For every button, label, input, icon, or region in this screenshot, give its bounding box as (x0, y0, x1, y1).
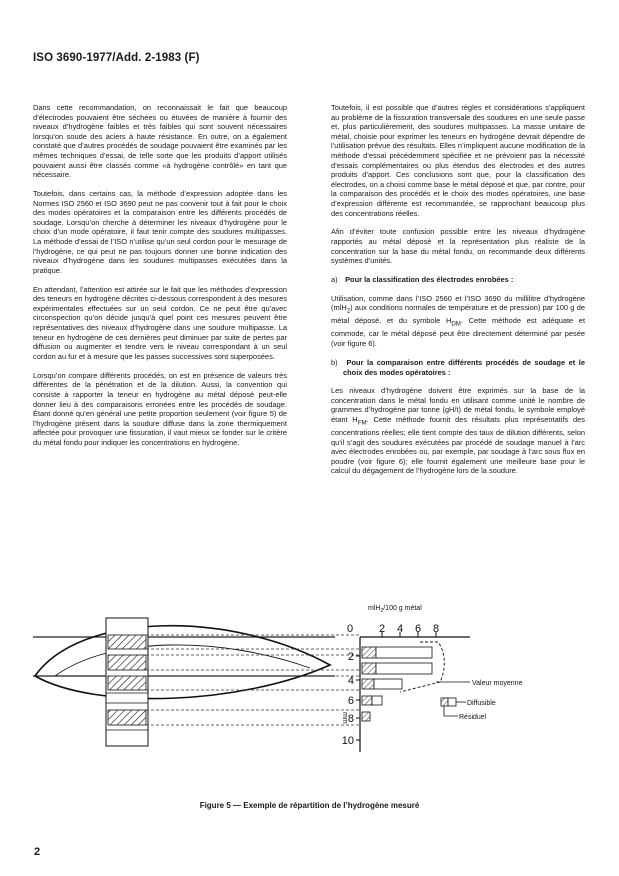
x-tick-6: 6 (414, 623, 422, 635)
bar-residual-2 (362, 663, 376, 674)
left-paragraph-4: Lorsqu’on compare différents procédés, on est en présence de valeurs très différentes de la pénétration et de la dilution. Aussi, la convention qui consiste à rapporter la teneur en hydrogène au métal déposé peut-elle donner lieu à des comparaisons erronées entre les procédés de soudage. Étant donné qu’en général une petite proportion seulement (voir figure 5) de l’hydrogène présent dans la soudure diffuse dans la zone thermiquement affectée pour provoquer une fissuration, il vaut mieux se fonder sur le critère du métal fondu pour indiquer les concentrations en hydrogène. (33, 370, 287, 447)
figure-caption: Figure 5 — Exemple de répartition de l’hydrogène mesuré (199, 801, 420, 810)
page-number: 2 (34, 846, 41, 858)
section-slice-3 (108, 676, 146, 690)
x-tick-2: 2 (378, 623, 386, 635)
y-axis-unit: mm (341, 712, 348, 724)
section-slice-1 (108, 635, 146, 649)
x-axis-unit: mlH$_2$/100 g métal (368, 605, 422, 614)
y-tick-labels (342, 651, 354, 747)
weld-bead-inner (55, 645, 310, 676)
section-b-number: b) (331, 357, 338, 367)
x-tick-0: 0 (346, 623, 354, 635)
y-tick-2: 2 (347, 651, 354, 663)
y-tick-8: 8 (347, 713, 354, 725)
x-tick-8: 8 (432, 623, 440, 635)
bar-residual-3 (362, 679, 374, 689)
legend-diffusible-label: Diffusible (467, 700, 496, 707)
distribution-bars (362, 647, 432, 721)
section-b-title: Pour la comparaison entre différents procédés de soudage et le choix des modes opératoires : (343, 357, 585, 377)
bar-residual-5 (362, 712, 370, 721)
section-slice-2 (108, 655, 146, 670)
left-paragraph-3: En attendant, l’attention est attirée sur le fait que les méthodes d’expression des teneurs en hydrogène décrites ci-dessous correspondent à des mesures expérimentales effectuées sur un seul cordon. Ce ne peut être qu’avec circonspection qu’on décide jusqu’à quel point ces mesures peuvent être représentatives des niveaux d’hydrogène dans une soudure multipasse. La teneur en hydrogène de ces dernières peut diminuer par suite de pertes par diffusion ou augmenter et tendre vers le niveau correspondant à un seul cordon au fur et à mesure que les passes successives sont superposées. (33, 284, 287, 361)
legend-residual-swatch (441, 698, 448, 706)
x-tick-4: 4 (396, 623, 404, 635)
document-header: ISO 3690-1977/Add. 2-1983 (F) (33, 52, 200, 64)
section-a-number: a) (331, 275, 338, 285)
x-axis-ticks (382, 632, 436, 637)
y-tick-6: 6 (347, 695, 354, 707)
left-paragraph-1: Dans cette recommandation, on reconnaissait le fait que beaucoup d’électrodes pouvaient être séchées ou étuvées de manière à fournir des niveaux d’hydrogène faibles et très faibles qui sont souvent nécessaires lorsqu’on soude des aciers à haute résistance. En outre, on a également constaté que d’autres procédés de soudage pouvaient être examinés par les mêmes techniques d’essai, de telle sorte que les produits d’apport utilisés pouvaient aussi être classés comme «à hydrogène contrôlé» en tant que nécessaire. (33, 103, 287, 180)
bar-residual-4 (362, 696, 372, 705)
bar-diffusible-1 (376, 647, 432, 658)
y-tick-4: 4 (347, 675, 354, 687)
section-slice-4 (108, 710, 146, 725)
legend-residual-leader (444, 706, 458, 716)
right-paragraph-1: Toutefois, il est possible que d’autres règles et considérations s’appliquent au problème de la fissuration transversale des soudures en une seule passe et, plus particulièrement, des soudures multipasses. La masse unitaire de métal, choisie pour exprimer les teneurs en hydrogène devrait dépendre de l’utilisation prévue des résultats. Elles n’impliquent aucune modification de la méthode d’essai précédemment spécifiée et ne prévoient pas la nécessité d’essais complémentaires ou plus étendus des électrodes et des autres produits d’apport. Ces conclusions sont que, pour la classification des électrodes, on a choisi comme base le métal déposé et que, par contre, pour la comparaison des procédés et le choix des modes opératoires, une base d’expression différente est recommandée, se rapprochant beaucoup plus des concentrations réelles. (331, 103, 585, 218)
left-paragraph-2: Toutefois, dans certains cas, la méthode d’expression adoptée dans les Normes ISO 2560 et ISO 3690 peut ne pas convenir tout à fait pour le choix des modes opératoires et la comparaison entre les différents procédés de soudage. Lorsqu’on cherche à déterminer les niveaux d’hydrogène pour le choix d’un mode opératoire, il faut tenir compte des soudures multipasses. La méthode d’essai de l’ISO n’utilise qu’un seul cordon pour le mesurage de l’hydrogène, ce qui peut ne pas toujours donner une bonne indication des niveaux d’hydrogène dans les soudures multipasses exécutées dans la pratique. (33, 189, 287, 275)
projection-lines (146, 635, 360, 725)
legend-residual-label: Résiduel (459, 714, 487, 721)
y-tick-10: 10 (341, 735, 354, 747)
bar-diffusible-4 (372, 696, 382, 705)
legend-diffusible-swatch (448, 698, 456, 706)
legend-mean-label: Valeur moyenne (472, 680, 523, 687)
right-paragraph-2: Afin d’éviter toute confusion possible entre les niveaux d’hydrogène rapportés au métal déposé et la représentation plus réaliste de la concentration sur la base du métal fondu, on recommande deux différents systèmes d’unités. (331, 227, 585, 266)
x-tick-labels (347, 623, 439, 635)
bar-diffusible-2 (376, 663, 432, 674)
section-a-title: Pour la classification des électrodes enrobées : (345, 275, 514, 285)
bar-diffusible-3 (374, 679, 402, 689)
right-paragraph-4: Les niveaux d’hydrogène doivent être exprimés sur la base de la concentration dans le métal fondu en utilisant comme unité le nombre de grammes d’hydrogène par tonne (gH/t) de métal fondu, le symbole employé étant $H_{FM}$. Cette méthode fournit des résultats plus représentatifs des concentrations réelles; elle tient compte des taux de dilution différents, selon qu’il s’agit des soudures exécutées par procédé de soudage manuel à l’arc avec électrodes enrobées ou, par exemple, par soudage à l’arc sous flux en poudre (voir figure 6); elle fournit également une meilleure base pour le calcul du dégagement de l’hydrogène lors de la soudure. (331, 386, 585, 476)
right-paragraph-3: Utilisation, comme dans l’ISO 2560 et l’ISO 3690 du millilitre d’hydrogène (mlH$_2$) aux conditions normales de température et de pression) par 100 g de métal déposé, et du symbole $H_{DM}$. Cette méthode est adéquate et commode, car le métal déposé peut être directement déterminé par pesée (voir figure 6). (331, 293, 586, 349)
bar-residual-1 (362, 647, 376, 658)
